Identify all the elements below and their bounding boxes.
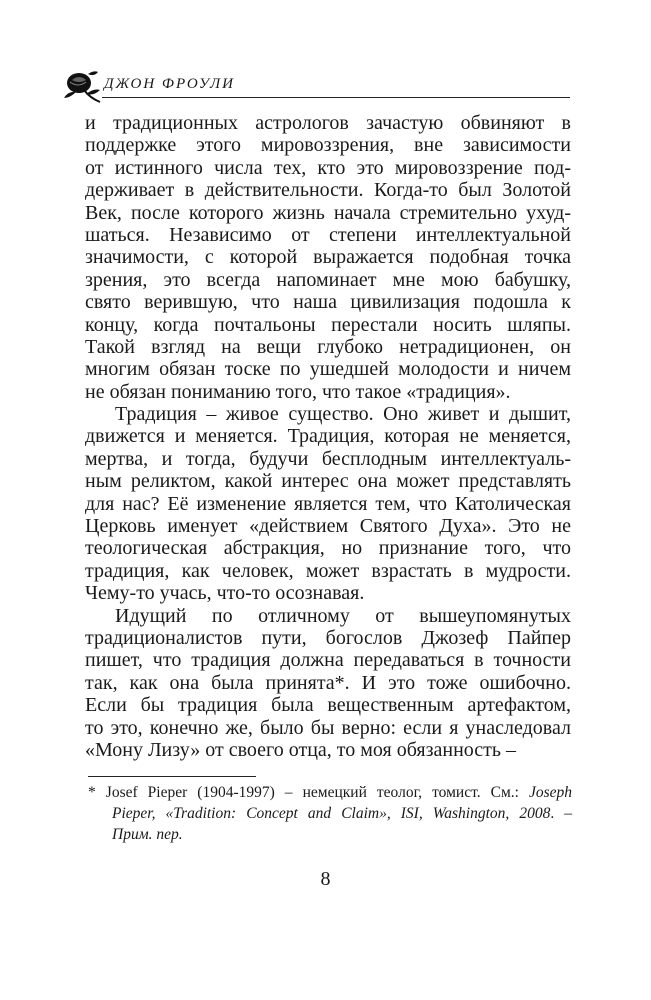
footnote-citation: Joseph: [528, 784, 573, 801]
footnote-text: . –: [550, 805, 573, 822]
text-line: не обязан пониманию того, что такое «традиция».: [85, 380, 511, 403]
text-line: свято верившую, что наша цивилизация подошла к: [85, 291, 571, 314]
text-line: Если бы традиция была вещественным артефактом,: [85, 694, 571, 717]
text-line: Чему-то учась, что-то осознавая.: [85, 582, 365, 605]
text-line: движется и меняется. Традиция, которая не меняется,: [85, 425, 571, 448]
text-line: и традиционных астрологов зачастую обвиняют в: [85, 112, 571, 134]
text-line: для нас? Её изменение является тем, что Католическая: [85, 492, 571, 515]
footnote-marker: *: [88, 784, 96, 801]
text-line: поддержке этого мировоззрения, вне зависимости: [85, 134, 571, 157]
text-line: ным реликтом, какой интерес она может представлять: [85, 470, 571, 493]
text-line: традиция, как человек, может взрастать в мудрости.: [85, 559, 571, 582]
body-text: [85, 112, 571, 761]
footnote-text: Josef Pieper (1904-1997) – немецкий теолог, томист. См.:: [105, 784, 519, 801]
page-number: 8: [320, 868, 331, 890]
footnote: [88, 782, 572, 845]
author-name: ДЖОН ФРОУЛИ: [104, 76, 235, 92]
text-line: Идущий по отличному от вышеупомянутых: [115, 604, 571, 627]
rose-icon: [62, 68, 102, 106]
text-line: значимости, с которой выражается подобная точка: [85, 246, 571, 269]
header-rule: [102, 97, 570, 98]
text-line: концу, когда почтальоны перестали носить шляпы.: [85, 313, 571, 336]
text-line: так, как она была принята*. И это тоже ошибочно.: [85, 671, 571, 694]
running-header: [62, 68, 570, 108]
footnote-citation: Pieper, «Tradition: Concept and Claim», ISI, Washington, 2008: [112, 805, 551, 822]
text-line: шаться. Независимо от степени интеллектуальной: [85, 223, 571, 246]
text-line: Век, после которого жизнь начала стремительно ухуд-: [85, 201, 571, 224]
text-line: держивает в действительности. Когда-то был Золотой: [85, 179, 571, 202]
text-line: пишет, что традиция должна передаваться в точности: [85, 649, 571, 672]
text-line: то это, конечно же, было бы верно: если я унаследовал: [85, 716, 571, 739]
translator-note: Прим. пер.: [112, 826, 183, 843]
text-line: Такой взгляд на вещи глубоко нетрадиционен, он: [85, 335, 571, 358]
text-line: мертва, и тогда, будучи бесплодным интеллектуаль-: [85, 447, 571, 470]
text-line: зрения, это всегда напоминает мне мою бабушку,: [85, 268, 571, 291]
text-line: Церковь именует «действием Святого Духа». Это не: [85, 515, 571, 538]
text-line: Традиция – живое существо. Оно живет и дышит,: [115, 403, 571, 426]
text-line: традиционалистов пути, богослов Джозеф Пайпер: [85, 626, 571, 649]
text-line: «Мону Лизу» от своего отца, то моя обязанность –: [85, 738, 517, 761]
text-line: многим обязан тоске по ушедшей молодости и ничем: [85, 358, 571, 381]
footnote-rule: [88, 776, 256, 777]
text-line: от истинного числа тех, кто это мировоззрение под-: [85, 156, 571, 179]
text-line: теологическая абстракция, но признание того, что: [85, 537, 571, 560]
